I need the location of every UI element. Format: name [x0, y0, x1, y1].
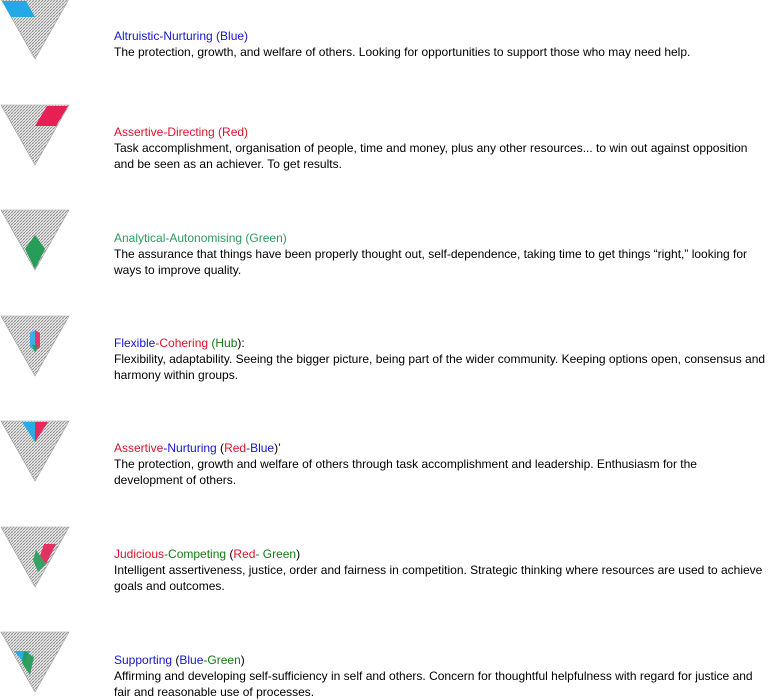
title-segment: Judicious [114, 547, 165, 561]
title-segment: -Cohering [155, 336, 209, 350]
item-title [114, 335, 769, 351]
title-segment: -Blue [246, 441, 275, 455]
item-title [114, 124, 769, 140]
title-segment: Red [224, 441, 247, 455]
item-description: Flexibility, adaptability. Seeing the bigger picture, being part of the wider community. Keeping options open, consensus and harmony within groups. [114, 352, 766, 382]
triangle-hub-icon [0, 315, 70, 377]
item-description: Intelligent assertiveness, justice, order and fairness in competition. Strategic thinking where resources are used to achieve goals and outcomes. [114, 563, 763, 593]
triangle-red-blue-icon [0, 420, 70, 482]
item-description: Task accomplishment, organisation of people, time and money, plus any other resources... to win out against opposition and be seen as an achiever. To get results. [114, 141, 748, 171]
triangle-red-green-icon [0, 526, 70, 588]
title-segment: Assertive [114, 441, 164, 455]
title-segment: Flexible [114, 336, 156, 350]
title-segment: )’ [274, 441, 281, 455]
title-segment: ): [237, 336, 245, 350]
title-segment: ) [296, 547, 301, 561]
title-segment: ( [172, 653, 180, 667]
item-title [114, 440, 769, 456]
item-description: The assurance that things have been properly thought out, self-dependence, taking time to get things “right,” looking for ways to improve quality. [114, 247, 748, 277]
item-description: Affirming and developing self-sufficiency in self and others. Concern for thoughtful helpfulness with regard for justice and fair and reasonable use of processes. [114, 669, 753, 699]
title-segment: ( [216, 441, 225, 455]
title-segment: ) [240, 653, 245, 667]
item-title [114, 652, 769, 668]
title-segment: Red [233, 547, 256, 561]
title-segment: -Nurturing [163, 441, 217, 455]
title-segment: -Green [203, 653, 241, 667]
title-segment: ( [226, 547, 234, 561]
item-description: The protection, growth, and welfare of others. Looking for opportunities to support those who may need help. [114, 45, 691, 59]
triangle-green-icon [0, 209, 70, 271]
title-segment: - Green [255, 547, 297, 561]
item-title [114, 546, 769, 562]
item-description: The protection, growth and welfare of others through task accomplishment and leadership. Enthusiasm for the development of others. [114, 457, 697, 487]
triangle-blue-green-icon [0, 631, 70, 693]
item-title [114, 28, 769, 44]
title-segment: Supporting [114, 653, 173, 667]
title-segment: Blue [179, 653, 204, 667]
triangle-blue-icon [0, 0, 70, 60]
title-segment: Altruistic-Nurturing (Blue) [114, 29, 249, 43]
item-title [114, 230, 769, 246]
title-segment: (Hub [208, 336, 238, 350]
title-segment: Assertive-Directing (Red) [114, 125, 249, 139]
title-segment: Analytical-Autonomising (Green) [114, 231, 287, 245]
triangle-red-icon [0, 104, 70, 166]
title-segment: -Competing [164, 547, 227, 561]
